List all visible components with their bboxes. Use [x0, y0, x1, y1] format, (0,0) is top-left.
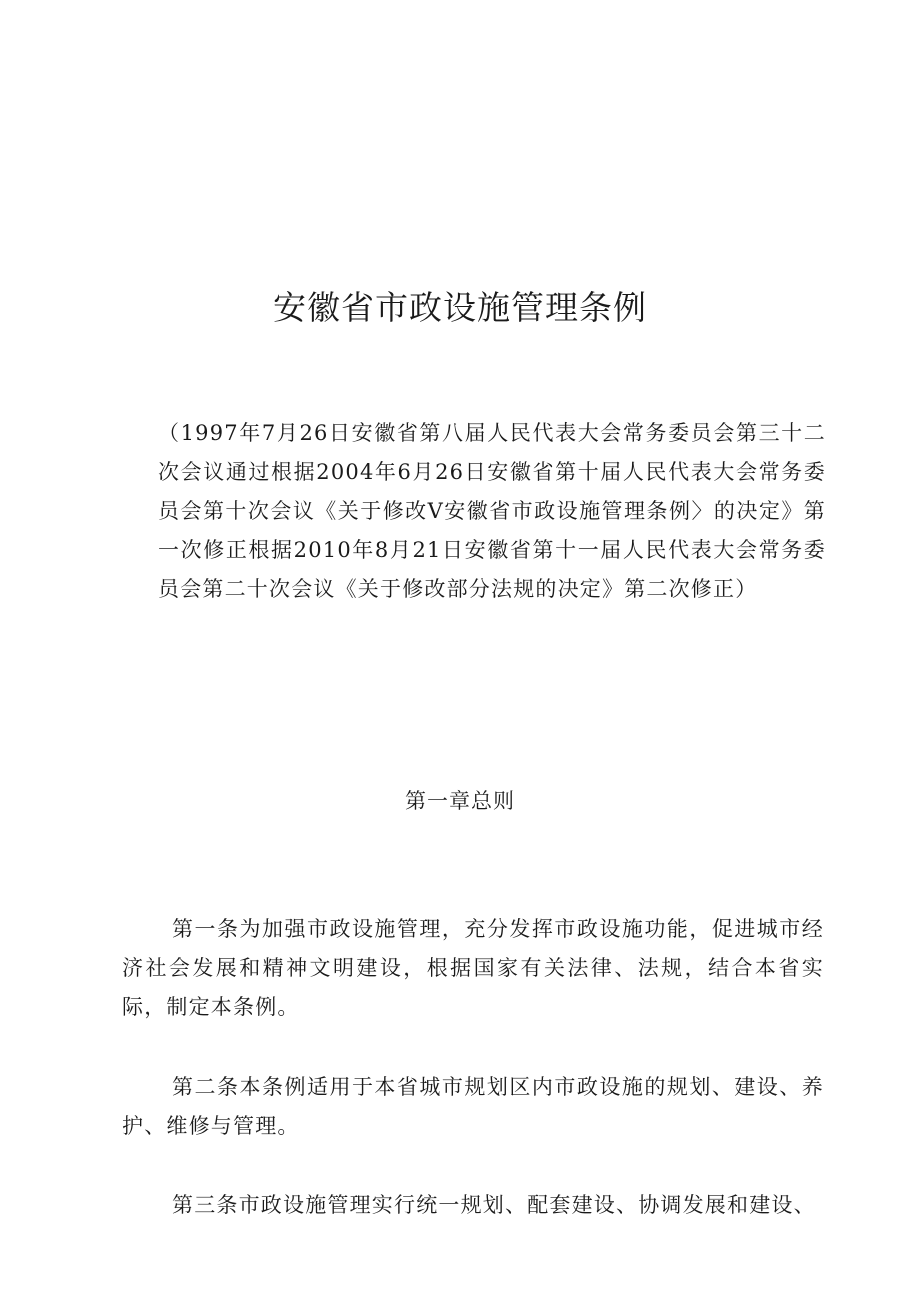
article-1: 第一条为加强市政设施管理，充分发挥市政设施功能，促进城市经济社会发展和精神文明建设，根据国家有关法律、法规，结合本省实际，制定本条例。 — [122, 917, 824, 1019]
adoption-note: （1997年7月26日安徽省第八届人民代表大会常务委员会第三十二次会议通过根据2004年6月26日安徽省第十届人民代表大会常务委员会第十次会议《关于修改V安徽省市政设施管理条例〉的决定》第一次修正根据2010年8月21日安徽省第十一届人民代表大会常务委员会第二十次会议《关于修改部分法规的决定》第二次修正） — [158, 421, 826, 601]
article-2: 第二条本条例适用于本省城市规划区内市政设施的规划、建设、养护、维修与管理。 — [122, 1075, 824, 1138]
document-title: 安徽省市政设施管理条例 — [273, 288, 647, 327]
article-3: 第三条市政设施管理实行统一规划、配套建设、协调发展和建设、 — [172, 1193, 816, 1217]
chapter-heading: 第一章总则 — [405, 789, 515, 813]
